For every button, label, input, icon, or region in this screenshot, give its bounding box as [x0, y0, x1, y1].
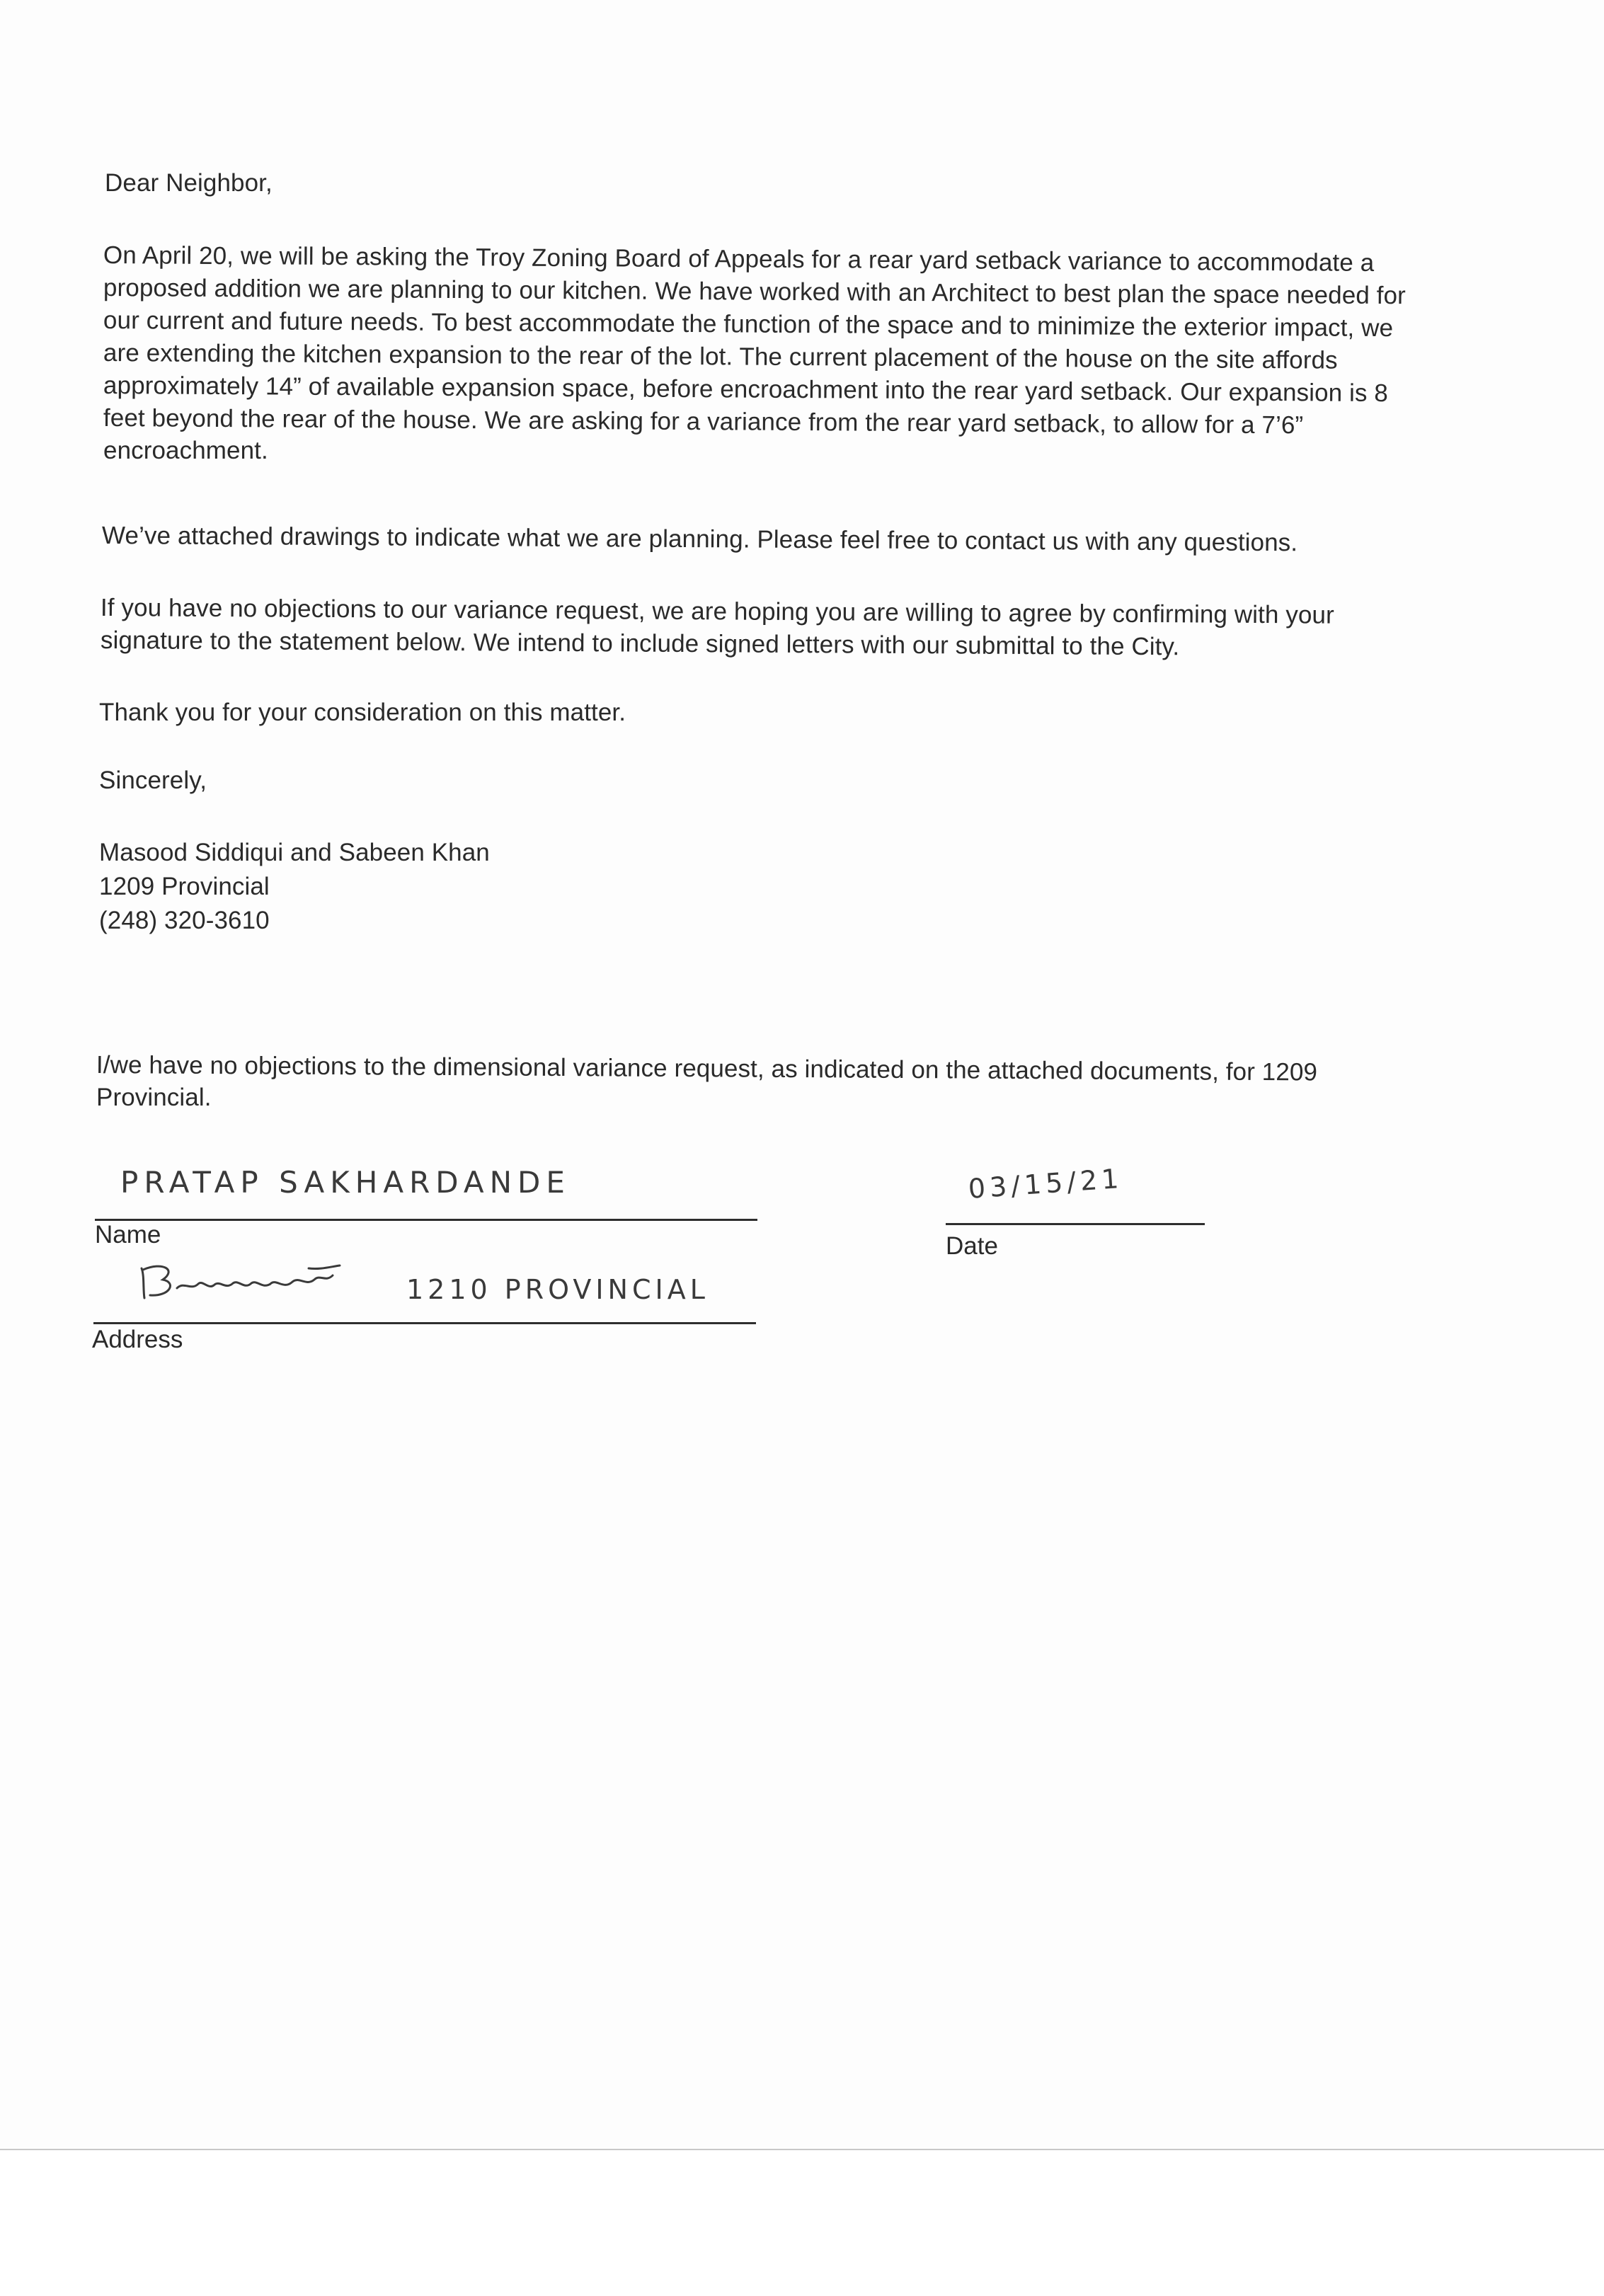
paragraph-3-line-1: If you have no objections to our variance request, we are hoping you are willing to agree by confirming with your: [100, 594, 1334, 629]
address-label: Address: [92, 1326, 183, 1353]
scan-margin: [0, 2150, 1604, 2296]
sender-names: Masood Siddiqui and Sabeen Khan: [99, 839, 490, 866]
date-label: Date: [946, 1232, 998, 1260]
paragraph-1-line-1: On April 20, we will be asking the Troy Zoning Board of Appeals for a rear yard setback variance to accommodate a: [103, 241, 1375, 277]
sender-address: 1209 Provincial: [99, 873, 270, 900]
closing: Sincerely,: [99, 767, 207, 794]
paragraph-1-line-3: our current and future needs. To best accommodate the function of the space and to minimize the exterior impact, we: [103, 306, 1394, 343]
signature-icon: [134, 1254, 396, 1311]
date-handwritten-value: 03/15/21: [967, 1162, 1124, 1205]
paragraph-1-line-6: feet beyond the rear of the house. We are asking for a variance from the rear yard setback, to allow for a 7’6”: [103, 404, 1304, 440]
paragraph-2: We’ve attached drawings to indicate what we are planning. Please feel free to contact us with any questions.: [101, 522, 1298, 557]
name-label: Name: [95, 1221, 161, 1249]
name-signature-line: [95, 1219, 757, 1221]
address-signature-line: [93, 1322, 756, 1324]
paragraph-4: Thank you for your consideration on this matter.: [99, 699, 626, 726]
paragraph-1-line-7: encroachment.: [103, 437, 268, 464]
date-signature-line: [946, 1223, 1205, 1225]
sender-phone: (248) 320-3610: [99, 907, 270, 934]
statement-line-1: I/we have no objections to the dimensional variance request, as indicated on the attached documents, for 1209: [96, 1051, 1318, 1086]
salutation: Dear Neighbor,: [105, 169, 273, 197]
paragraph-1-line-4: are extending the kitchen expansion to the rear of the lot. The current placement of the house on the site affords: [103, 339, 1338, 374]
paragraph-1-line-2: proposed addition we are planning to our kitchen. We have worked with an Architect to best plan the space needed for: [103, 274, 1406, 310]
name-handwritten-value: PRATAP SAKHARDANDE: [120, 1165, 571, 1200]
paragraph-1-line-5: approximately 14” of available expansion space, before encroachment into the rear yard setback. Our expansion is 8: [103, 372, 1389, 408]
statement-line-2: Provincial.: [96, 1084, 212, 1111]
address-handwritten-value: 1210 PROVINCIAL: [406, 1274, 709, 1305]
paragraph-3-line-2: signature to the statement below. We intend to include signed letters with our submittal to the City.: [100, 626, 1180, 661]
